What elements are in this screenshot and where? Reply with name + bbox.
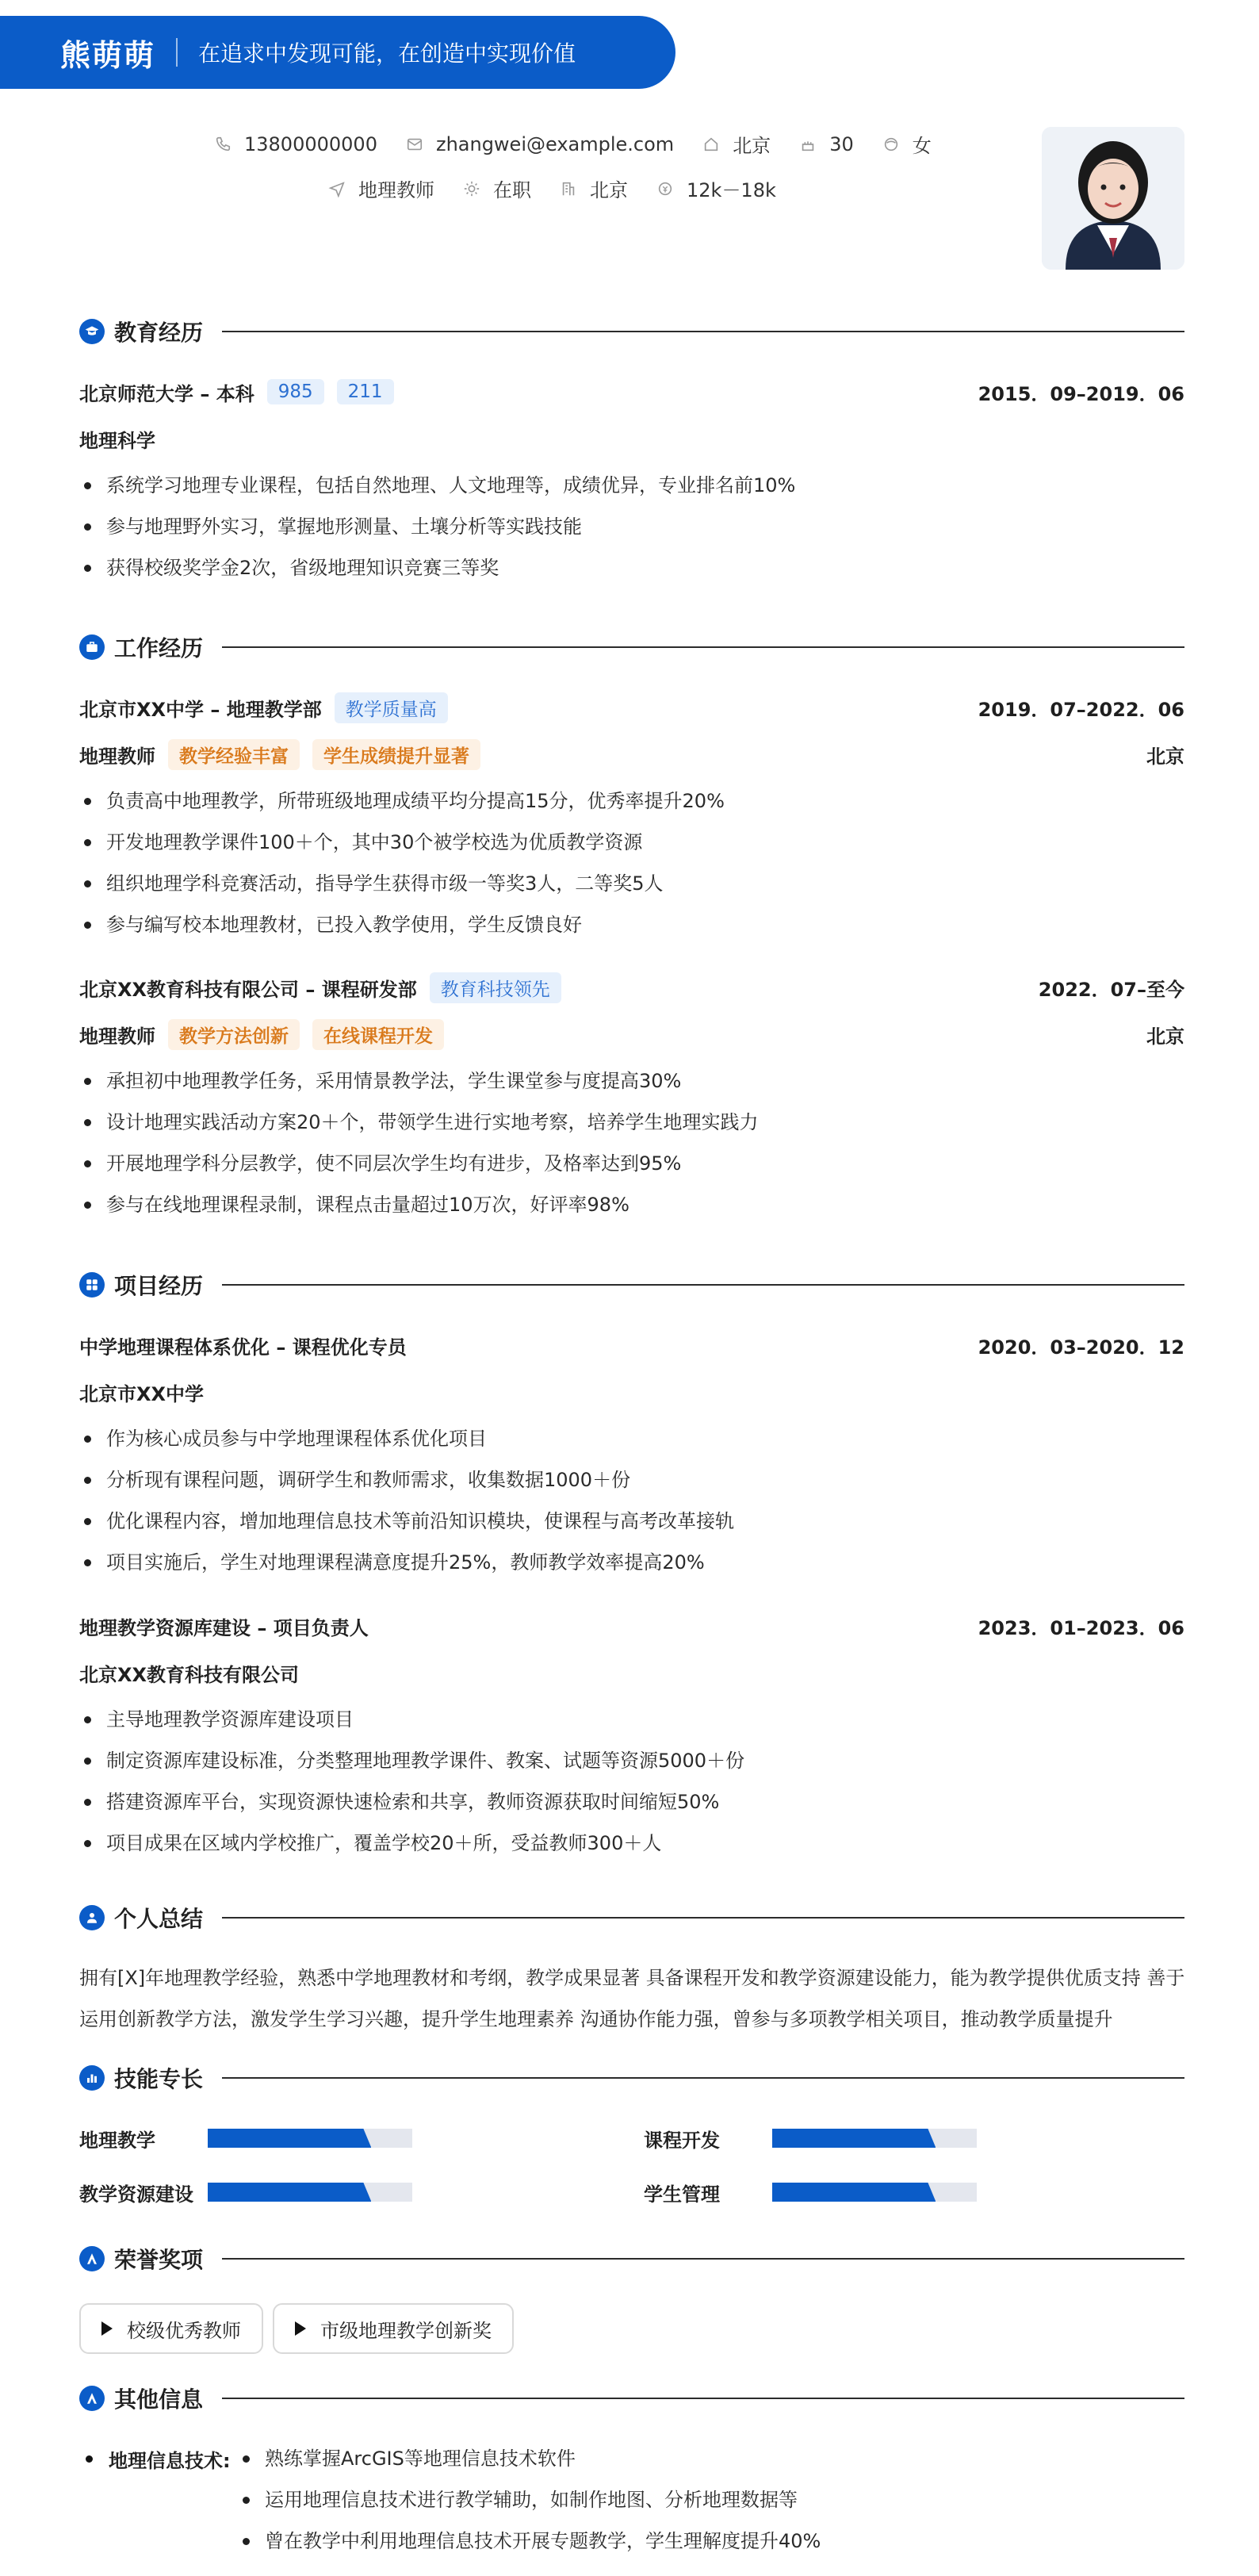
- work-2-role: [79, 1018, 1184, 1050]
- project-2-org-row: [79, 1657, 1184, 1689]
- work-1-bullets: [79, 785, 1184, 950]
- award-item: [79, 2303, 263, 2354]
- other-label-text: 地理信息技术:: [109, 2449, 231, 2472]
- section-divider: [222, 2077, 1184, 2079]
- skill-name: 地理教学: [79, 2129, 155, 2152]
- list-item: 搭建资源库平台，实现资源快速检索和共享，教师资源获取时间缩短50%: [79, 1786, 1184, 1827]
- user-icon: [79, 1905, 105, 1930]
- list-item: 参与在线地理课程录制，课程点击量超过10万次，好评率98%: [79, 1189, 1184, 1230]
- list-item: 系统学习地理专业课程，包括自然地理、人文地理等，成绩优异，专业排名前10%: [79, 470, 1184, 511]
- section-divider: [222, 1917, 1184, 1919]
- briefcase-icon: [79, 634, 105, 660]
- building-icon: [558, 178, 579, 199]
- contact-gender: [881, 130, 932, 158]
- contact-row-1: [212, 130, 959, 158]
- other-label: [79, 2443, 231, 2474]
- education-header: [79, 376, 1184, 408]
- role-tag: 在线课程开发: [312, 1019, 444, 1050]
- gender-text: 女: [912, 135, 932, 157]
- section-title-text: 教育经历: [114, 320, 204, 346]
- other-list: [238, 2443, 821, 2566]
- work-city-text: 北京: [590, 179, 628, 201]
- skill-name: 学生管理: [644, 2183, 720, 2206]
- job-title: 地理教师: [79, 745, 155, 768]
- section-title-text: 项目经历: [114, 1273, 204, 1299]
- list-item: 主导地理教学资源库建设项目: [79, 1704, 1184, 1745]
- section-awards: [79, 2243, 1184, 2275]
- job-title: 地理教师: [79, 1025, 155, 1048]
- contact-phone: [212, 133, 377, 155]
- project-org: 北京XX教育科技有限公司: [79, 1663, 300, 1686]
- list-item: 设计地理实践活动方案20＋个，带领学生进行实地考察，培养学生地理实践力: [79, 1106, 1184, 1148]
- section-work: [79, 631, 1184, 663]
- salary-text: 12k－18k: [687, 179, 776, 201]
- section-divider: [222, 1284, 1184, 1286]
- company-name: 北京XX教育科技有限公司 – 课程研发部: [79, 978, 417, 1001]
- section-title-text: 其他信息: [114, 2386, 204, 2413]
- section-title-text: 荣誉奖项: [114, 2247, 204, 2273]
- skill-bar-fill: [208, 2183, 371, 2202]
- contact-work-city: [558, 174, 628, 202]
- section-divider: [222, 2258, 1184, 2260]
- banner-divider: [176, 38, 178, 67]
- list-item: 优化课程内容，增加地理信息技术等前沿知识模块，使课程与高考改革接轨: [79, 1505, 1184, 1547]
- list-item: 获得校级奖学金2次，省级地理知识竞赛三等奖: [79, 552, 1184, 593]
- contact-salary: [655, 174, 776, 202]
- avatar: [1042, 127, 1184, 270]
- list-item: 熟练掌握ArcGIS等地理信息技术软件: [238, 2443, 821, 2484]
- award-icon: [79, 2386, 105, 2411]
- skill-bar-fill: [772, 2183, 936, 2202]
- contact-email: [404, 133, 674, 155]
- candidate-name: 熊萌萌: [60, 37, 156, 73]
- section-divider: [222, 2398, 1184, 2399]
- contact-position: [327, 174, 434, 202]
- skill-bar: [208, 2183, 412, 2202]
- list-item: 制定资源库建设标准，分类整理地理教学课件、教案、试题等资源5000＋份: [79, 1745, 1184, 1786]
- work-1-role: [79, 738, 1184, 770]
- list-item: 负责高中地理教学，所带班级地理成绩平均分提高15分，优秀率提升20%: [79, 785, 1184, 826]
- position-text: 地理教师: [358, 179, 434, 201]
- list-item: 运用地理信息技术进行教学辅助，如制作地图、分析地理数据等: [238, 2484, 821, 2525]
- section-divider: [222, 646, 1184, 648]
- education-major: 地理科学: [79, 429, 155, 452]
- work-city: 北京: [1146, 745, 1184, 768]
- skill-item: [644, 2176, 977, 2208]
- project-2-header: [79, 1610, 1184, 1642]
- skill-name: 课程开发: [644, 2129, 720, 2152]
- status-text: 在职: [493, 179, 531, 201]
- skill-bar: [772, 2129, 977, 2148]
- section-summary: [79, 1902, 1184, 1934]
- work-2-header: [79, 972, 1184, 1003]
- play-icon: [101, 2321, 113, 2336]
- role-tag: 教学方法创新: [168, 1019, 300, 1050]
- project-1-org-row: [79, 1376, 1184, 1408]
- company-tag: 教育科技领先: [430, 972, 561, 1003]
- section-other: [79, 2382, 1184, 2414]
- coin-icon: [655, 178, 675, 199]
- section-title-text: 技能专长: [114, 2066, 204, 2092]
- home-icon: [701, 134, 721, 155]
- company-name: 北京市XX中学 – 地理教学部: [79, 698, 322, 721]
- contact-row-2: [327, 174, 803, 202]
- company-tag: 教学质量高: [335, 692, 448, 723]
- project-title: 中学地理课程体系优化 – 课程优化专员: [79, 1336, 407, 1359]
- work-date: 2022．07–至今: [1038, 978, 1184, 1001]
- role-tag: 教学经验丰富: [168, 739, 300, 770]
- project-date: 2023．01–2023．06: [978, 1616, 1184, 1639]
- list-item: 作为核心成员参与中学地理课程体系优化项目: [79, 1423, 1184, 1464]
- age-text: 30: [829, 132, 854, 155]
- list-item: 开展地理学科分层教学，使不同层次学生均有进步，及格率达到95%: [79, 1148, 1184, 1189]
- award-icon: [79, 2246, 105, 2271]
- skill-name: 教学资源建设: [79, 2183, 193, 2206]
- phone-text: 13800000000: [244, 132, 377, 155]
- work-1-header: [79, 692, 1184, 723]
- city-text: 北京: [733, 135, 771, 157]
- bar-chart-icon: [79, 2065, 105, 2091]
- skill-item: [79, 2122, 412, 2154]
- section-education: [79, 316, 1184, 347]
- list-item: 承担初中地理教学任务，采用情景教学法，学生课堂参与度提高30%: [79, 1065, 1184, 1106]
- section-projects: [79, 1269, 1184, 1301]
- project-1-header: [79, 1329, 1184, 1361]
- section-skills: [79, 2062, 1184, 2094]
- skill-bar-fill: [772, 2129, 936, 2148]
- phone-icon: [212, 134, 233, 155]
- award-item: [273, 2303, 514, 2354]
- list-item: 曾在教学中利用地理信息技术开展专题教学，学生理解度提升40%: [238, 2525, 821, 2566]
- contact-city: [701, 130, 771, 158]
- skill-item: [79, 2176, 412, 2208]
- list-item: 开发地理教学课件100＋个，其中30个被学校选为优质教学资源: [79, 826, 1184, 868]
- contact-age: [798, 133, 854, 155]
- header-banner: [0, 16, 675, 89]
- play-icon: [295, 2321, 306, 2336]
- school-tag: 211: [337, 379, 394, 404]
- work-date: 2019．07–2022．06: [978, 698, 1184, 721]
- list-item: 参与编写校本地理教材，已投入教学使用，学生反馈良好: [79, 909, 1184, 950]
- work-2-bullets: [79, 1065, 1184, 1230]
- section-title-text: 个人总结: [114, 1906, 204, 1932]
- section-title-text: 工作经历: [114, 635, 204, 661]
- education-major-row: [79, 423, 1184, 454]
- skill-bar: [772, 2183, 977, 2202]
- mail-icon: [404, 134, 425, 155]
- education-date: 2015．09–2019．06: [978, 382, 1184, 405]
- project-org: 北京市XX中学: [79, 1382, 205, 1405]
- list-item: 项目成果在区域内学校推广，覆盖学校20＋所，受益教师300＋人: [79, 1827, 1184, 1869]
- list-item: 分析现有课程问题，调研学生和教师需求，收集数据1000＋份: [79, 1464, 1184, 1505]
- work-city: 北京: [1146, 1025, 1184, 1048]
- award-text: 市级地理教学创新奖: [320, 2319, 492, 2342]
- list-item: 项目实施后，学生对地理课程满意度提升25%，教师教学效率提高20%: [79, 1547, 1184, 1588]
- award-text: 校级优秀教师: [127, 2319, 241, 2342]
- list-item: 组织地理学科竞赛活动，指导学生获得市级一等奖3人，二等奖5人: [79, 868, 1184, 909]
- sun-icon: [461, 178, 482, 199]
- section-divider: [222, 331, 1184, 332]
- project-2-bullets: [79, 1704, 1184, 1869]
- skill-item: [644, 2122, 977, 2154]
- send-icon: [327, 178, 347, 199]
- project-title: 地理教学资源库建设 – 项目负责人: [79, 1616, 369, 1639]
- project-1-bullets: [79, 1423, 1184, 1588]
- cake-icon: [798, 134, 818, 155]
- education-bullets: [79, 470, 1184, 593]
- school-tag: 985: [267, 379, 324, 404]
- bullet-dot: [86, 2455, 93, 2463]
- list-item: 参与地理野外实习，掌握地形测量、土壤分析等实践技能: [79, 511, 1184, 552]
- skill-bar-fill: [208, 2129, 371, 2148]
- gender-icon: [881, 134, 901, 155]
- school-name: 北京师范大学 – 本科: [79, 382, 254, 405]
- skill-bar: [208, 2129, 412, 2148]
- project-date: 2020．03–2020．12: [978, 1336, 1184, 1359]
- grid-icon: [79, 1272, 105, 1298]
- role-tag: 学生成绩提升显著: [312, 739, 480, 770]
- summary-text: 拥有[X]年地理教学经验，熟悉中学地理教材和考纲，教学成果显著 具备课程开发和教学资源建设能力，能为教学提供优质支持 善于运用创新教学方法，激发学生学习兴趣，提升学生地理素养 沟通协作能力强，曾参与多项教学相关项目，推动教学质量提升: [79, 1967, 1185, 2030]
- graduation-cap-icon: [79, 319, 105, 344]
- candidate-motto: 在追求中发现可能，在创造中实现价值: [198, 40, 576, 67]
- email-text: zhangwei@example.com: [435, 132, 675, 155]
- contact-status: [461, 174, 531, 202]
